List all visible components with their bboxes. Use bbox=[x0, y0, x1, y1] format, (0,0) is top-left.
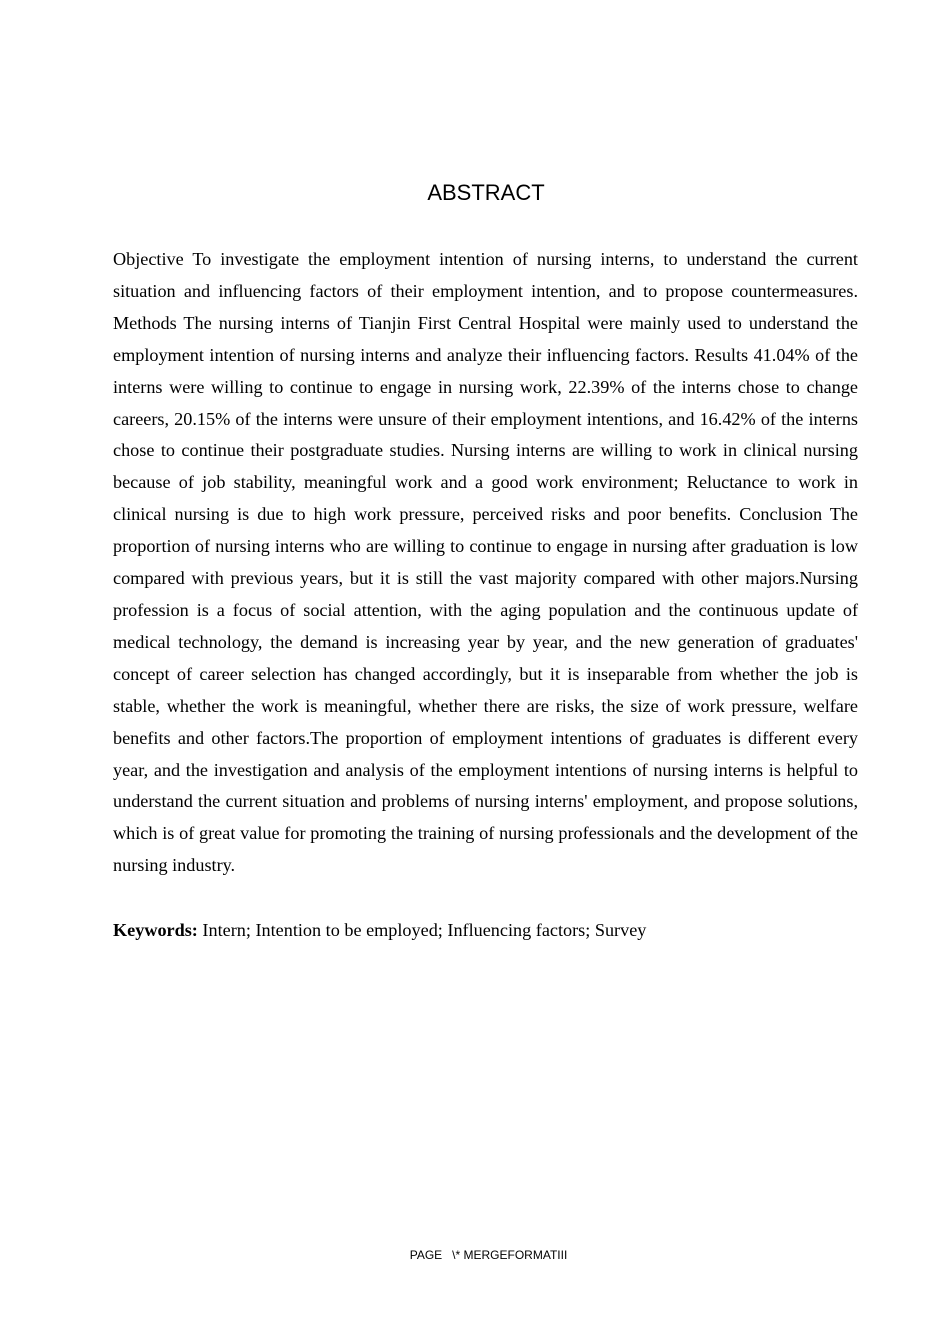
abstract-title: ABSTRACT bbox=[427, 180, 545, 205]
abstract-body: Objective To investigate the employment intention of nursing interns, to understand the current situation and influencing factors of their employment intention, and to propose countermeasures. Methods The nursing interns of Tianjin First Central Hospital were mainly used to understand the employment intention of nursing interns and analyze their influencing factors. Results 41.04% of the interns were willing to continue to engage in nursing work, 22.39% of the interns chose to change careers, 20.15% of the interns were unsure of their employment intentions, and 16.42% of the interns chose to continue their postgraduate studies. Nursing interns are willing to work in clinical nursing because of job stability, meaningful work and a good work environment; Reluctance to work in clinical nursing is due to high work pressure, perceived risks and poor benefits. Conclusion The proportion of nursing interns who are willing to continue to engage in nursing after graduation is low compared with previous years, but it is still the vast majority compared with other majors.Nursing profession is a focus of social attention, with the aging population and the continuous update of medical technology, the demand is increasing year by year, and the new generation of graduates' concept of career selection has changed accordingly, but it is inseparable from whether the job is stable, whether the work is meaningful, whether there are risks, the size of work pressure, welfare benefits and other factors.The proportion of employment intentions of graduates is different every year, and the investigation and analysis of the employment intentions of nursing interns is helpful to understand the current situation and problems of nursing interns' employment, and propose solutions, which is of great value for promoting the training of nursing professionals and the development of the nursing industry. bbox=[113, 249, 858, 876]
page-footer-field: PAGE \* MERGEFORMATIII bbox=[409, 1248, 568, 1262]
keywords-line bbox=[113, 914, 858, 946]
keywords-value: Intern; Intention to be employed; Influencing factors; Survey bbox=[197, 920, 647, 940]
keywords-label: Keywords: bbox=[113, 920, 198, 940]
